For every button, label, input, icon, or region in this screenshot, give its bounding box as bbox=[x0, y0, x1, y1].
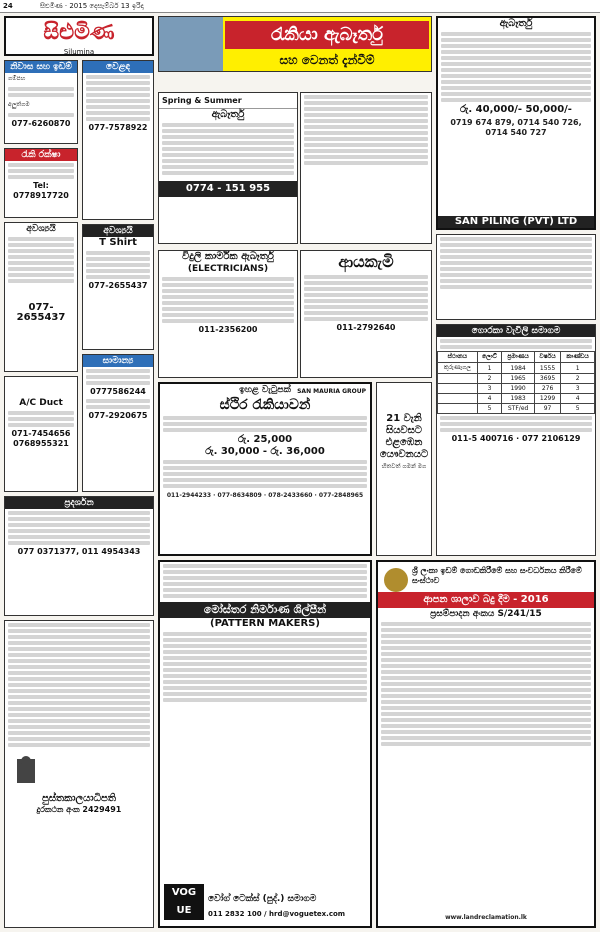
col1-ad-3-phone: 077-2655437 bbox=[16, 302, 66, 323]
right-top-phones: 0719 674 879, 0714 540 726, 0714 540 727 bbox=[450, 118, 582, 137]
table-cell: 3695 bbox=[534, 374, 560, 384]
spring-summer-ad bbox=[158, 92, 298, 244]
ayakam-title: ආයකැමි bbox=[338, 252, 394, 271]
masthead bbox=[4, 16, 154, 56]
right-top-ad bbox=[436, 16, 596, 230]
land-footer: www.landreclamation.lk bbox=[445, 914, 527, 921]
ad21-line3: එළඹෙන bbox=[385, 437, 423, 448]
masthead-title: සිළුමිණ bbox=[43, 20, 115, 45]
land-ref: ප්‍රසම්පාදන අංකය S/241/15 bbox=[430, 609, 542, 619]
job-phones: 011-2944233 · 077-8634809 · 078-2433660 · 077-2848965 bbox=[166, 492, 364, 499]
tender-phone: 011-5 400716 · 077 2106129 bbox=[451, 434, 581, 443]
electricians-phone: 011-2356200 bbox=[198, 325, 258, 334]
col1-ad-1-line1: ගම්පහ bbox=[8, 75, 26, 82]
tender-col-header: කාණ්ඩය bbox=[561, 352, 595, 363]
col1-ad-2 bbox=[4, 148, 78, 218]
col2-ad-3-phone2: 077-2920675 bbox=[88, 411, 148, 420]
land-title: ආපන ශාලාව බදු දීම - 2016 bbox=[378, 592, 594, 608]
table-row bbox=[438, 384, 595, 394]
table-cell: 1984 bbox=[502, 363, 535, 374]
table-row bbox=[438, 363, 595, 374]
col1-ad-4-phone2: 0768955321 bbox=[13, 439, 69, 448]
table-cell: 1299 bbox=[534, 394, 560, 404]
table-cell: 97 bbox=[534, 404, 560, 414]
right-top-company: SAN PILING (PVT) LTD bbox=[438, 216, 594, 228]
vogue-phone: 011 2832 100 / hrd@voguetex.com bbox=[208, 910, 346, 918]
table-cell: කුරුණෑගල bbox=[438, 363, 478, 374]
vogue-logo: VOG UE bbox=[164, 884, 204, 920]
col2-ad-1-phone: 077-7578922 bbox=[88, 123, 148, 132]
banner bbox=[158, 16, 432, 72]
col2-ad-1-heading: වෙළඳ bbox=[83, 61, 153, 73]
small-left-ad bbox=[4, 496, 154, 616]
col2-ad-3-heading: සාමාන්‍ය bbox=[83, 355, 153, 367]
small-left-title: ප්‍රදර්ශන bbox=[5, 497, 153, 509]
ayakam-ad bbox=[300, 250, 432, 378]
table-row bbox=[438, 394, 595, 404]
table-cell: 1 bbox=[561, 363, 595, 374]
col2-ad-2-heading: අවශ්‍යයි bbox=[83, 225, 153, 237]
page-number: 24 bbox=[3, 2, 13, 10]
table-cell: STF/ed bbox=[502, 404, 535, 414]
table-cell: 1965 bbox=[502, 374, 535, 384]
table-cell: 5 bbox=[477, 404, 502, 414]
banner-title: රැකියා ඇබෑර්තු bbox=[225, 21, 429, 49]
table-cell: 1555 bbox=[534, 363, 560, 374]
col1-ad-4-phone1: 071-7454656 bbox=[11, 429, 71, 438]
right-top-heading: ඇබෑර්තු bbox=[499, 18, 533, 29]
table-cell bbox=[438, 404, 478, 414]
library-ad bbox=[4, 620, 154, 928]
table-row bbox=[438, 374, 595, 384]
electricians-en: (ELECTRICIANS) bbox=[187, 264, 269, 274]
banner-subtitle: සහ වෙනත් දැන්වීම් bbox=[279, 53, 375, 67]
small-left-phone: 077 0371377, 011 4954343 bbox=[17, 547, 141, 556]
tender-col-header: ප්‍රමාණය bbox=[502, 352, 535, 363]
electricians-ad bbox=[158, 250, 298, 378]
tender-col-header: ලොට් bbox=[477, 352, 502, 363]
spring-brand: Spring & Summer bbox=[159, 93, 297, 109]
col2-ad-2-phone: 077-2655437 bbox=[88, 281, 148, 290]
vogue-title: මෝස්තර නිර්මාණ ශිල්පීන් bbox=[160, 602, 370, 618]
table-cell: 4 bbox=[561, 394, 595, 404]
job-salary-2: රු. 30,000 - රු. 36,000 bbox=[205, 446, 325, 457]
emblem-icon bbox=[382, 566, 410, 594]
col1-ad-4-heading: A/C Duct bbox=[19, 398, 63, 408]
page-strip bbox=[0, 0, 600, 13]
col1-ad-3-heading: අවශ්‍යයි bbox=[26, 224, 56, 234]
ad21-line4: යෞවනයට bbox=[379, 449, 429, 460]
library-name: පුස්තකාලයාධිපති bbox=[42, 793, 116, 804]
electricians-title: විදුලි කාර්මික ඇබෑර්තු bbox=[182, 251, 274, 262]
tender-col-header: ස්ථානය bbox=[438, 352, 478, 363]
spring-phone: 0774 - 151 955 bbox=[159, 181, 297, 197]
masthead-subtitle: Silumina bbox=[63, 48, 95, 56]
table-cell bbox=[438, 374, 478, 384]
library-emblem-icon bbox=[11, 755, 41, 785]
col1-ad-2-heading: රැකි රක්ෂා bbox=[5, 149, 77, 161]
job-title: ස්ථිර රැකියාවන් bbox=[219, 397, 311, 413]
table-cell: 4 bbox=[477, 394, 502, 404]
table-cell: 3 bbox=[477, 384, 502, 394]
job-salary-ad bbox=[158, 382, 372, 556]
table-cell: 2 bbox=[561, 374, 595, 384]
col2-ad-2-tshirt: T Shirt bbox=[99, 237, 137, 248]
right-top-salary: රු. 40,000/- 50,000/- bbox=[460, 104, 572, 115]
tender-table bbox=[437, 351, 595, 414]
vogue-ad bbox=[158, 560, 372, 928]
col1-ad-1-phone: 077-6260870 bbox=[11, 119, 71, 128]
col2-ad-3-phone1: 0777586244 bbox=[90, 387, 146, 396]
spring-heading: ඇබෑර්තු bbox=[211, 109, 245, 120]
banner-photo bbox=[159, 17, 223, 72]
col1-ad-3 bbox=[4, 222, 78, 372]
table-cell: 3 bbox=[561, 384, 595, 394]
col2-ad-1 bbox=[82, 60, 154, 220]
right-mid-ad bbox=[436, 234, 596, 320]
table-cell: 2 bbox=[477, 374, 502, 384]
table-cell: 1990 bbox=[502, 384, 535, 394]
job-subtitle: ඉහළ වැටුපක් bbox=[239, 385, 291, 395]
tender-ad bbox=[436, 324, 596, 556]
library-phone: දුරකථන අංක 2429491 bbox=[36, 805, 122, 814]
ad-21-century bbox=[376, 382, 432, 556]
col2-ad-3 bbox=[82, 354, 154, 492]
table-cell: 5 bbox=[561, 404, 595, 414]
vogue-en: (PATTERN MAKERS) bbox=[210, 618, 320, 629]
tender-heading: ගොරකා වැවිලි සමාගම bbox=[437, 325, 595, 337]
table-cell: 276 bbox=[534, 384, 560, 394]
table-row bbox=[438, 404, 595, 414]
col2-ad-2 bbox=[82, 224, 154, 350]
tender-col-header: වර්ෂය bbox=[534, 352, 560, 363]
table-cell: 1983 bbox=[502, 394, 535, 404]
table-cell bbox=[438, 384, 478, 394]
land-org: ශ්‍රී ලංකා ඉඩම් ගොඩකිරීමේ සහ සංවර්ධනය කිරීමේ සංස්ථාව bbox=[412, 566, 582, 585]
ad21-line1: 21 වැනි bbox=[386, 413, 422, 424]
col1-ad-1-line2: අලුත්ගම bbox=[8, 101, 30, 108]
page-date: සිළුමිණ · 2015 දෙසැම්බර් 13 ඉරිදා bbox=[40, 2, 144, 10]
col1-ad-2-phone: Tel: 0778917720 bbox=[13, 181, 69, 200]
table-cell: 1 bbox=[477, 363, 502, 374]
job-brand: SAN MAURIA GROUP bbox=[297, 388, 366, 395]
mid-notice bbox=[300, 92, 432, 244]
ayakam-phone: 011-2792640 bbox=[336, 323, 396, 332]
land-reclamation-ad bbox=[376, 560, 596, 928]
ad21-line2: සියවසට bbox=[386, 425, 422, 436]
job-salary-1: රු. 25,000 bbox=[237, 434, 293, 445]
col1-ad-4 bbox=[4, 376, 78, 492]
vogue-company: වෝග් ටෙක්ස් (පුද්.) සමාගම bbox=[208, 894, 317, 904]
col1-ad-1 bbox=[4, 60, 78, 144]
col1-ad-1-heading: නිවාස සහ ඉඩම් bbox=[5, 61, 77, 73]
table-cell bbox=[438, 394, 478, 404]
ad21-line5: හිතවත් ගමන් මග bbox=[381, 463, 427, 470]
